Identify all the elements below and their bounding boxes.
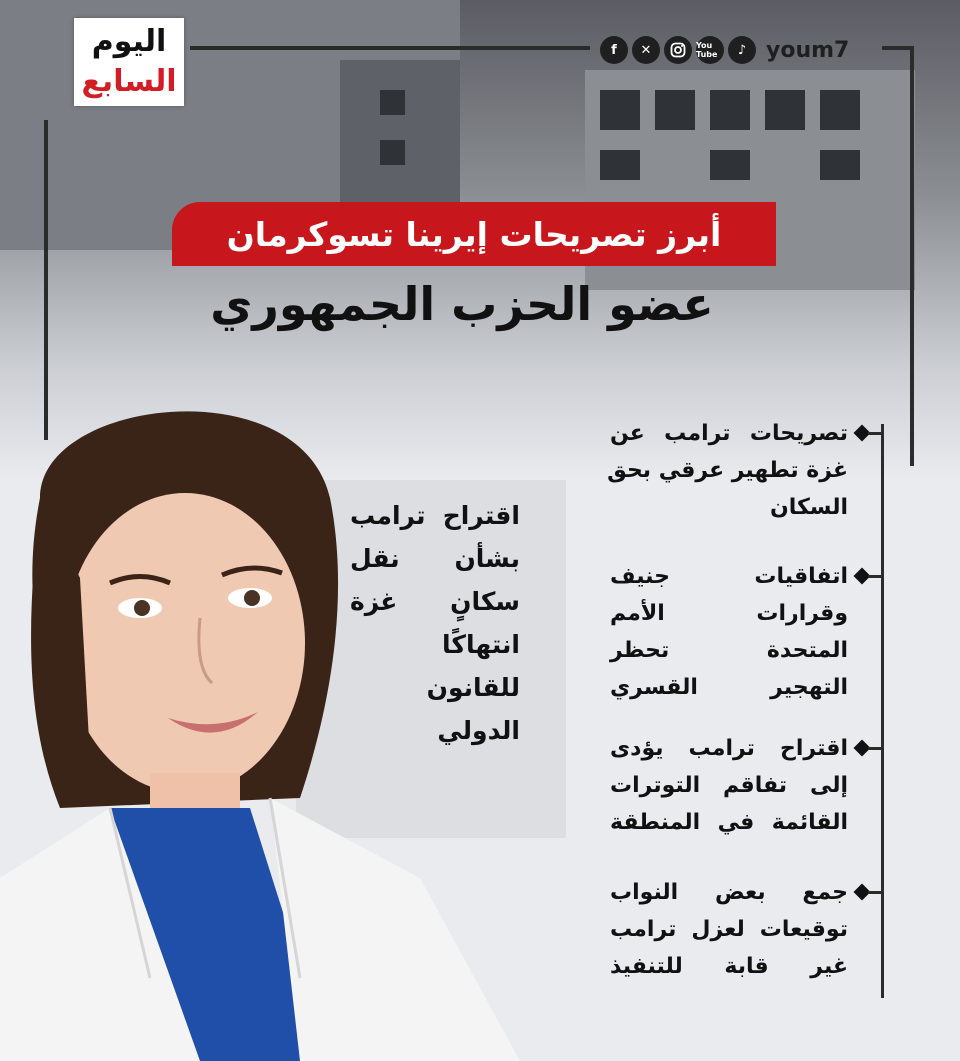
bullet-connector [868, 432, 882, 435]
frame-line-top [190, 46, 590, 50]
point-line: القائمة في المنطقة [610, 810, 848, 835]
logo-line-1: اليوم [91, 24, 167, 59]
point-item [610, 874, 848, 985]
title-line-2: عضو الحزب الجمهوري [210, 277, 714, 331]
point-line: التهجير القسري [610, 675, 848, 700]
social-handle: youm7 [766, 37, 850, 63]
youtube-icon[interactable] [696, 36, 724, 64]
point-item [607, 415, 848, 526]
title-line-1: أبرز تصريحات إيرينا تسوكرمان [226, 214, 722, 254]
x-icon[interactable]: ✕ [632, 36, 660, 64]
tiktok-icon[interactable]: ♪ [728, 36, 756, 64]
point-line: غزة تطهير عرقي بحق [607, 458, 848, 483]
bullet-connector [868, 891, 882, 894]
point-line: توقيعات لعزل ترامب [610, 917, 848, 942]
list-timeline-line [881, 424, 884, 998]
youm7-logo [74, 18, 184, 106]
quote-line: اقتراح ترامب [350, 501, 520, 530]
point-line: المتحدة تحظر [610, 638, 848, 663]
quote-line: بشأن نقل [350, 544, 520, 573]
quote-line: سكانٍ غزة [350, 587, 520, 616]
point-line: اتفاقيات جنيف [610, 564, 848, 589]
point-line: غير قابة للتنفيذ [610, 954, 848, 979]
point-line: تصريحات ترامب عن [610, 421, 848, 446]
frame-line-right [910, 46, 914, 466]
bullet-connector [868, 575, 882, 578]
title-banner [172, 202, 776, 266]
point-item [610, 730, 848, 841]
social-links [600, 34, 849, 66]
youtube-label: You Tube [696, 41, 718, 59]
logo-line-2: السابع [81, 64, 177, 99]
point-line: وقرارات الأمم [610, 601, 848, 626]
quote-line: انتهاكًا [442, 630, 520, 659]
quote-line: الدولي [437, 716, 520, 745]
instagram-icon[interactable] [664, 36, 692, 64]
point-line: اقتراح ترامب يؤدى [610, 736, 848, 761]
facebook-icon[interactable]: f [600, 36, 628, 64]
point-item [610, 558, 848, 706]
quote-line: للقانون [426, 673, 520, 702]
point-line: إلى تفاقم التوترات [610, 773, 848, 798]
portrait-photo [0, 378, 520, 1061]
bullet-connector [868, 747, 882, 750]
point-line: السكان [769, 495, 848, 520]
point-line: جمع بعض النواب [610, 880, 848, 905]
